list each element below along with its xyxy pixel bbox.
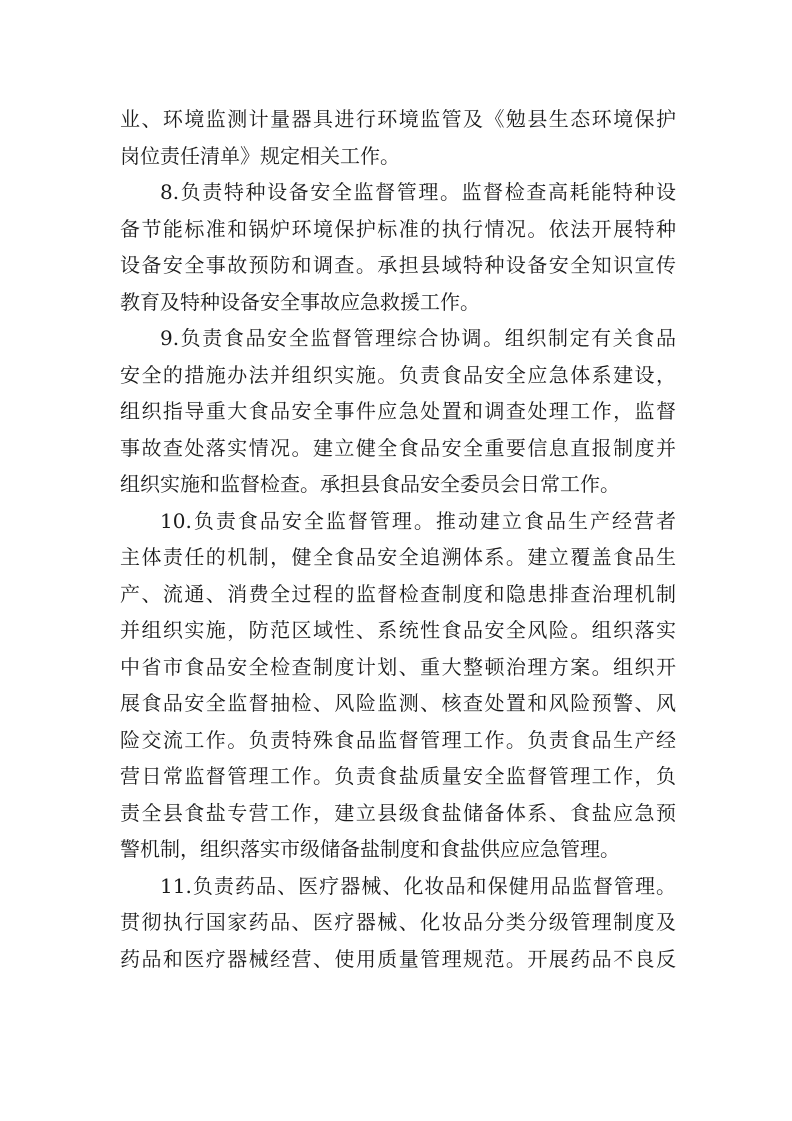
text-line: 组织指导重大食品安全事件应急处置和调查处理工作，监督 — [120, 399, 676, 423]
text-line: 警机制，组织落实市级储备盐制度和食盐供应应急管理。 — [120, 837, 620, 861]
text-line: 11.负责药品、医疗器械、化妆品和保健用品监督管理。 — [160, 873, 676, 898]
document-body — [120, 101, 676, 977]
text-line: 主体责任的机制，健全食品安全追溯体系。建立覆盖食品生 — [120, 545, 676, 569]
text-line: 中省市食品安全检查制度计划、重大整顿治理方案。组织开 — [120, 654, 676, 679]
text-line: 贯彻执行国家药品、医疗器械、化妆品分类分级管理制度及 — [120, 910, 676, 934]
text-line: 责全县食盐专营工作，建立县级食盐储备体系、食盐应急预 — [120, 800, 676, 825]
text-line: 并组织实施，防范区域性、系统性食品安全风险。组织落实 — [120, 618, 676, 642]
text-line: 备节能标准和锅炉环境保护标准的执行情况。依法开展特种 — [120, 216, 676, 241]
text-line: 安全的措施办法并组织实施。负责食品安全应急体系建设， — [120, 362, 676, 387]
text-line: 营日常监督管理工作。负责食盐质量安全监督管理工作，负 — [120, 764, 676, 788]
text-line: 药品和医疗器械经营、使用质量管理规范。开展药品不良反 — [120, 946, 676, 971]
text-line: 产、流通、消费全过程的监督检查制度和隐患排查治理机制 — [120, 581, 676, 606]
text-line: 险交流工作。负责特殊食品监督管理工作。负责食品生产经 — [120, 727, 676, 752]
text-line: 展食品安全监督抽检、风险监测、核查处置和风险预警、风 — [120, 691, 676, 715]
text-line: 岗位责任清单》规定相关工作。 — [120, 143, 400, 168]
text-line: 8.负责特种设备安全监督管理。监督检查高耗能特种设 — [160, 180, 676, 204]
text-line: 事故查处落实情况。建立健全食品安全重要信息直报制度并 — [120, 435, 676, 460]
text-line: 9.负责食品安全监督管理综合协调。组织制定有关食品 — [160, 326, 676, 350]
text-line: 组织实施和监督检查。承担县食品安全委员会日常工作。 — [120, 472, 620, 496]
text-line: 教育及特种设备安全事故应急救援工作。 — [120, 289, 480, 314]
text-line: 设备安全事故预防和调查。承担县域特种设备安全知识宣传 — [120, 253, 676, 277]
text-line: 10.负责食品安全监督管理。推动建立食品生产经营者 — [160, 508, 676, 533]
text-line: 业、环境监测计量器具进行环境监管及《勉县生态环境保护 — [120, 107, 676, 131]
